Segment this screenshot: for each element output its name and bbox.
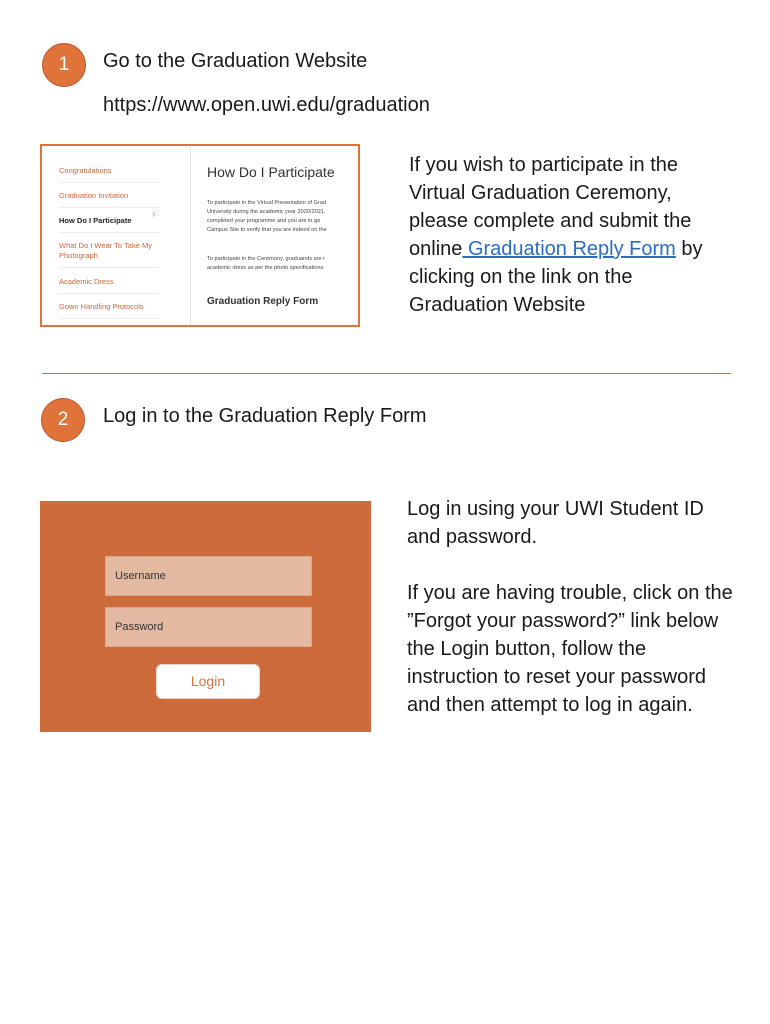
graduation-website-screenshot	[40, 144, 360, 327]
step-2-badge: 2	[41, 398, 85, 442]
section-divider	[42, 373, 731, 374]
nav-item-how-do-i-participate: How Do I Participate	[59, 216, 159, 233]
website-para-1-line-2: University during the academic year 2020/2021,	[207, 209, 326, 215]
step-2-title: Log in to the Graduation Reply Form	[103, 405, 427, 427]
step-1-title: Go to the Graduation Website	[103, 50, 368, 72]
website-form-heading: Graduation Reply Form	[207, 296, 319, 307]
website-page-title: How Do I Participate	[207, 164, 335, 180]
chevron-right-icon: ›	[152, 209, 156, 220]
username-field: Username	[105, 556, 312, 596]
nav-item-academic-dress: Academic Dress	[59, 277, 159, 294]
step-1-text-after-link: by clicking on the link on the Graduation Website	[409, 238, 703, 316]
password-field: Password	[105, 607, 312, 647]
step-1-badge: 1	[42, 43, 86, 87]
nav-item-graduation-invitation: Graduation Invitation	[59, 191, 159, 208]
graduation-reply-form-link[interactable]: Graduation Reply Form	[462, 238, 676, 260]
nav-item-what-do-i-wear: What Do I Wear To Take My Photograph	[59, 241, 159, 268]
nav-item-congratulations: Congratulations	[59, 166, 159, 183]
step-1-text-before-link: If you wish to participate in the Virtual Graduation Ceremony, please complete and submit the online	[409, 154, 692, 260]
nav-item-gown-handling-protocols: Gown Handling Protocols	[59, 302, 159, 319]
website-para-1-line-3: completed your programme and you are in go	[207, 218, 321, 224]
website-para-2-line-2: academic dress as per the photo specifications.	[207, 265, 325, 271]
login-form-screenshot	[40, 501, 371, 732]
graduation-website-url: https://www.open.uwi.edu/graduation	[103, 94, 430, 116]
website-para-1-line-4: Campus Site to verify that you are indeed on the	[207, 227, 327, 233]
website-para-2-line-1: To participate in the Ceremony, graduands are r	[207, 256, 326, 262]
login-button: Login	[156, 664, 260, 699]
step-2-instruction-trouble: If you are having trouble, click on the ”Forgot your password?” link below the Login button, follow the instruction to reset your password and then attempt to log in again.	[407, 582, 733, 716]
website-sidebar-nav	[42, 146, 191, 325]
website-para-1-line-1: To participate in the Virtual Presentation of Grad	[207, 200, 326, 206]
step-1-instructions	[409, 151, 729, 319]
step-2-instruction-login: Log in using your UWI Student ID and password.	[407, 498, 704, 548]
